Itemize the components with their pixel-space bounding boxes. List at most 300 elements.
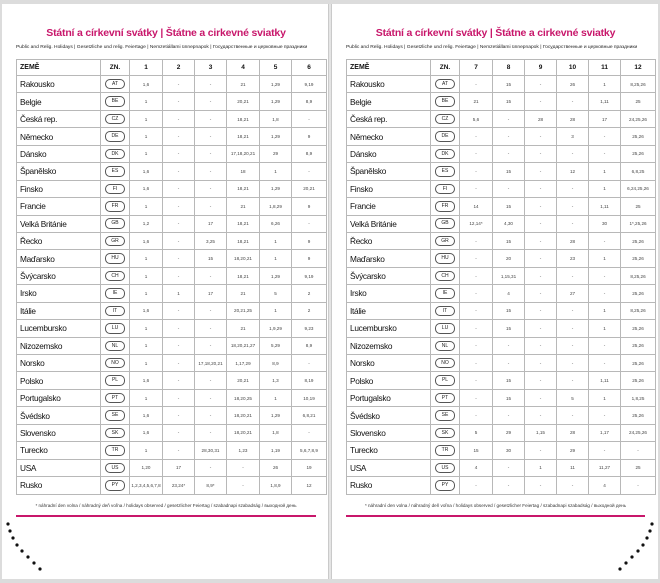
country-code-badge: DE xyxy=(105,131,125,142)
holiday-dates-cell: - xyxy=(525,93,557,110)
holiday-dates-cell: 23,24* xyxy=(163,477,195,494)
country-name: Polsko xyxy=(17,372,101,389)
holiday-dates-cell: 17 xyxy=(163,459,195,476)
country-code-cell xyxy=(101,232,130,249)
country-code-cell xyxy=(101,180,130,197)
holiday-dates-cell: 25,26 xyxy=(621,250,656,267)
table-row xyxy=(17,355,327,372)
table-row xyxy=(17,180,327,197)
country-code-cell xyxy=(431,320,460,337)
table-row xyxy=(347,320,656,337)
holiday-dates-cell: - xyxy=(460,267,493,284)
holiday-dates-cell: 28 xyxy=(557,110,589,127)
country-name: Česká rep. xyxy=(347,110,431,127)
holiday-dates-cell: 6,8,25 xyxy=(621,163,656,180)
country-name: Lucembursko xyxy=(17,320,101,337)
holiday-dates-cell: 9 xyxy=(292,128,327,145)
country-code-cell xyxy=(101,477,130,494)
planner-spread xyxy=(2,4,658,579)
holiday-dates-cell: 1,8 xyxy=(260,110,292,127)
country-code-badge: PT xyxy=(435,393,455,404)
holiday-dates-cell: - xyxy=(195,180,227,197)
holiday-dates-cell: - xyxy=(589,128,621,145)
holiday-dates-cell: 24,25,26 xyxy=(621,424,656,441)
holiday-dates-cell: 9 xyxy=(292,250,327,267)
holiday-dates-cell: 1 xyxy=(163,285,195,302)
country-code-badge: US xyxy=(105,463,125,474)
table-row xyxy=(347,407,656,424)
holiday-dates-cell: 25,26 xyxy=(621,320,656,337)
page-subtitle: Public and Relig. Holidays | Gesetzliche und relig. Feiertage | Nemzetiállami ünnepnapok | Государственные и церковные праздники xyxy=(16,45,308,50)
table-row xyxy=(347,267,656,284)
holiday-dates-cell: 1,20 xyxy=(130,459,163,476)
country-code-badge: BE xyxy=(435,96,455,107)
country-code-badge: IE xyxy=(435,288,455,299)
holiday-dates-cell: 5,29 xyxy=(260,337,292,354)
table-row xyxy=(17,198,327,215)
holiday-dates-cell: - xyxy=(557,302,589,319)
holiday-dates-cell: - xyxy=(557,215,589,232)
column-header-month: 3 xyxy=(195,60,227,76)
column-header-month: 6 xyxy=(292,60,327,76)
holiday-dates-cell: 1 xyxy=(130,320,163,337)
holiday-dates-cell: 1,23 xyxy=(227,442,260,459)
table-row xyxy=(347,302,656,319)
country-code-badge: CZ xyxy=(435,114,455,125)
holiday-dates-cell: 26 xyxy=(557,76,589,93)
holiday-table-left xyxy=(16,59,327,495)
holiday-dates-cell: 1,9,29 xyxy=(260,320,292,337)
holiday-dates-cell: 1 xyxy=(130,442,163,459)
holiday-dates-cell: 20 xyxy=(493,250,525,267)
holiday-dates-cell: - xyxy=(493,407,525,424)
table-row xyxy=(17,76,327,93)
holiday-dates-cell: - xyxy=(557,145,589,162)
footnote: * náhradní den volna / náhradný deň voľna / holidays observed / gesetzlicher Feiertag / szabadnapi szabadság / выходной день xyxy=(35,502,297,508)
country-name: Švédsko xyxy=(17,407,101,424)
holiday-dates-cell: 1 xyxy=(589,250,621,267)
column-header-month: 7 xyxy=(460,60,493,76)
holiday-dates-cell: - xyxy=(589,407,621,424)
holiday-dates-cell: - xyxy=(589,442,621,459)
holiday-dates-cell: - xyxy=(460,302,493,319)
table-row xyxy=(17,250,327,267)
country-code-badge: TR xyxy=(435,445,455,456)
holiday-dates-cell: - xyxy=(163,232,195,249)
holiday-dates-cell: 14 xyxy=(460,198,493,215)
table-row xyxy=(347,355,656,372)
country-code-cell xyxy=(431,128,460,145)
holiday-dates-cell: 20,21 xyxy=(227,372,260,389)
holiday-dates-cell: 15 xyxy=(493,232,525,249)
holiday-dates-cell: 8,9 xyxy=(260,355,292,372)
holiday-dates-cell: - xyxy=(525,180,557,197)
holiday-dates-cell: 1,8,25 xyxy=(621,389,656,406)
holiday-dates-cell: 20,21 xyxy=(292,180,327,197)
holiday-dates-cell: - xyxy=(163,320,195,337)
holiday-dates-cell: 26 xyxy=(260,459,292,476)
holiday-dates-cell: 18,20,25 xyxy=(227,389,260,406)
column-header-month: 5 xyxy=(260,60,292,76)
binding-dots-right xyxy=(614,518,658,576)
country-code-badge: LU xyxy=(105,323,125,334)
country-code-badge: SK xyxy=(105,428,125,439)
holiday-dates-cell: 15 xyxy=(493,163,525,180)
holiday-dates-cell: - xyxy=(163,250,195,267)
column-header-month: 1 xyxy=(130,60,163,76)
holiday-dates-cell: 25,26 xyxy=(621,355,656,372)
holiday-dates-cell: - xyxy=(525,285,557,302)
holiday-dates-cell: 1,6 xyxy=(130,302,163,319)
holiday-dates-cell: 5,6,7,8,9 xyxy=(292,442,327,459)
table-row xyxy=(347,442,656,459)
holiday-dates-cell: 8,9 xyxy=(292,337,327,354)
holiday-dates-cell: - xyxy=(163,389,195,406)
holiday-dates-cell: - xyxy=(460,407,493,424)
holiday-dates-cell: - xyxy=(292,163,327,180)
holiday-dates-cell: 25,26 xyxy=(621,145,656,162)
table-row xyxy=(17,372,327,389)
holiday-dates-cell: - xyxy=(195,407,227,424)
holiday-dates-cell: - xyxy=(163,76,195,93)
holiday-dates-cell: 1,6 xyxy=(130,180,163,197)
country-code-badge: GR xyxy=(435,236,455,247)
holiday-dates-cell: - xyxy=(195,110,227,127)
country-name: Německo xyxy=(17,128,101,145)
holiday-dates-cell: 17,18,20,21 xyxy=(227,145,260,162)
holiday-dates-cell: 3,25 xyxy=(195,232,227,249)
holiday-dates-cell: 1,6 xyxy=(130,372,163,389)
holiday-dates-cell: 1,19 xyxy=(260,442,292,459)
country-name: Belgie xyxy=(347,93,431,110)
table-row xyxy=(17,477,327,494)
holiday-dates-cell: - xyxy=(460,285,493,302)
holiday-dates-cell: 19 xyxy=(292,459,327,476)
holiday-dates-cell: 1,29 xyxy=(260,180,292,197)
holiday-dates-cell: - xyxy=(525,145,557,162)
country-code-badge: NO xyxy=(435,358,455,369)
holiday-dates-cell: - xyxy=(493,337,525,354)
page-title: Státní a církevní svátky | Štátne a cirkevné sviatky xyxy=(375,27,616,39)
country-name: Nizozemsko xyxy=(347,337,431,354)
country-name: Slovensko xyxy=(17,424,101,441)
holiday-dates-cell: 21 xyxy=(227,285,260,302)
holiday-dates-cell: 28 xyxy=(557,232,589,249)
holiday-dates-cell: - xyxy=(557,477,589,494)
country-code-cell xyxy=(431,337,460,354)
holiday-dates-cell: 6,24,25,26 xyxy=(621,180,656,197)
holiday-dates-cell: - xyxy=(227,459,260,476)
holiday-dates-cell: - xyxy=(557,198,589,215)
holiday-dates-cell: 25,26 xyxy=(621,337,656,354)
holiday-dates-cell: - xyxy=(525,267,557,284)
country-name: Francie xyxy=(347,198,431,215)
holiday-dates-cell: 12 xyxy=(292,477,327,494)
holiday-dates-cell: - xyxy=(163,424,195,441)
holiday-dates-cell: - xyxy=(557,355,589,372)
country-code-cell xyxy=(431,389,460,406)
country-code-cell xyxy=(431,198,460,215)
holiday-dates-cell: 5 xyxy=(260,285,292,302)
holiday-dates-cell: 1 xyxy=(589,180,621,197)
table-row xyxy=(347,459,656,476)
holiday-dates-cell: - xyxy=(557,372,589,389)
column-header-month: 9 xyxy=(525,60,557,76)
holiday-dates-cell: 15 xyxy=(493,93,525,110)
table-row xyxy=(347,198,656,215)
country-code-badge: IE xyxy=(105,288,125,299)
holiday-dates-cell: 12,14* xyxy=(460,215,493,232)
holiday-dates-cell: - xyxy=(621,442,656,459)
holiday-dates-cell: 23 xyxy=(557,250,589,267)
holiday-dates-cell: - xyxy=(621,477,656,494)
holiday-dates-cell: 18 xyxy=(227,163,260,180)
holiday-dates-cell: 18,21 xyxy=(227,215,260,232)
country-code-cell xyxy=(101,128,130,145)
holiday-dates-cell: 1,6 xyxy=(130,163,163,180)
holiday-dates-cell: - xyxy=(292,110,327,127)
column-header-month: 11 xyxy=(589,60,621,76)
country-name: Norsko xyxy=(17,355,101,372)
country-name: Dánsko xyxy=(17,145,101,162)
holiday-dates-cell: - xyxy=(460,128,493,145)
holiday-dates-cell: - xyxy=(525,320,557,337)
column-header-month: 2 xyxy=(163,60,195,76)
holiday-dates-cell: 15 xyxy=(493,76,525,93)
country-name: Švýcarsko xyxy=(347,267,431,284)
holiday-dates-cell: 1,29 xyxy=(260,76,292,93)
table-row xyxy=(347,372,656,389)
holiday-dates-cell: - xyxy=(557,267,589,284)
holiday-dates-cell: - xyxy=(525,198,557,215)
country-name: Turecko xyxy=(17,442,101,459)
holiday-dates-cell: 4 xyxy=(460,459,493,476)
country-code-cell xyxy=(101,110,130,127)
country-code-cell xyxy=(431,93,460,110)
country-code-badge: AT xyxy=(105,79,125,90)
holiday-dates-cell: 25,26 xyxy=(621,372,656,389)
holiday-dates-cell: 1,29 xyxy=(260,93,292,110)
table-row xyxy=(17,320,327,337)
holiday-dates-cell: - xyxy=(493,459,525,476)
country-code-cell xyxy=(431,407,460,424)
holiday-dates-cell: - xyxy=(195,76,227,93)
holiday-dates-cell: 1*,25,26 xyxy=(621,215,656,232)
holiday-dates-cell: 8,9 xyxy=(292,145,327,162)
holiday-dates-cell: - xyxy=(460,232,493,249)
holiday-dates-cell: - xyxy=(557,180,589,197)
country-code-cell xyxy=(431,424,460,441)
holiday-dates-cell: - xyxy=(195,163,227,180)
country-name: Rusko xyxy=(347,477,431,494)
holiday-dates-cell: 18,20,21 xyxy=(227,407,260,424)
holiday-dates-cell: 15 xyxy=(493,389,525,406)
holiday-dates-cell: 17 xyxy=(195,215,227,232)
holiday-dates-cell: - xyxy=(195,267,227,284)
table-row xyxy=(17,442,327,459)
holiday-dates-cell: - xyxy=(493,477,525,494)
holiday-dates-cell: - xyxy=(163,110,195,127)
holiday-dates-cell: - xyxy=(163,93,195,110)
holiday-dates-cell: 28,30,31 xyxy=(195,442,227,459)
holiday-dates-cell: - xyxy=(525,163,557,180)
country-code-cell xyxy=(101,215,130,232)
country-code-badge: IT xyxy=(435,306,455,317)
footnote: * náhradní den volna / náhradný deň voľna / holidays observed / gesetzlicher Feiertag / szabadnapi szabadság / выходной день xyxy=(364,502,627,508)
table-row xyxy=(17,407,327,424)
holiday-dates-cell: 21 xyxy=(460,93,493,110)
holiday-dates-cell: 6,8,21 xyxy=(292,407,327,424)
country-code-cell xyxy=(101,145,130,162)
table-header-row xyxy=(347,60,656,76)
holiday-dates-cell: 9,23 xyxy=(292,320,327,337)
holiday-dates-cell: - xyxy=(163,180,195,197)
holiday-dates-cell: - xyxy=(557,337,589,354)
holiday-dates-cell: - xyxy=(195,145,227,162)
country-code-badge: CH xyxy=(435,271,455,282)
country-code-cell xyxy=(431,372,460,389)
table-row xyxy=(17,145,327,162)
table-row xyxy=(347,232,656,249)
holiday-dates-cell: 9,19 xyxy=(292,267,327,284)
holiday-dates-cell: - xyxy=(460,337,493,354)
country-code-badge: DE xyxy=(435,131,455,142)
holiday-dates-cell: - xyxy=(525,355,557,372)
country-code-cell xyxy=(101,198,130,215)
holiday-dates-cell: 2 xyxy=(292,285,327,302)
holiday-dates-cell: 4 xyxy=(493,285,525,302)
holiday-dates-cell: - xyxy=(589,355,621,372)
holiday-dates-cell: - xyxy=(493,128,525,145)
holiday-dates-cell: - xyxy=(163,128,195,145)
holiday-dates-cell: 1,29 xyxy=(260,407,292,424)
country-code-badge: IT xyxy=(105,306,125,317)
holiday-dates-cell: 1,11 xyxy=(589,93,621,110)
holiday-dates-cell: 1,3 xyxy=(260,372,292,389)
holiday-dates-cell: 1 xyxy=(260,163,292,180)
country-name: Belgie xyxy=(17,93,101,110)
country-name: Nizozemsko xyxy=(17,337,101,354)
country-code-cell xyxy=(431,355,460,372)
holiday-dates-cell: 1 xyxy=(130,93,163,110)
holiday-dates-cell: 1,29 xyxy=(260,267,292,284)
country-name: Itálie xyxy=(17,302,101,319)
holiday-dates-cell: - xyxy=(557,320,589,337)
holiday-dates-cell: - xyxy=(163,442,195,459)
holiday-dates-cell: 10,19 xyxy=(292,389,327,406)
holiday-dates-cell: 1 xyxy=(130,285,163,302)
holiday-dates-cell: 4,30 xyxy=(493,215,525,232)
holiday-dates-cell: 5 xyxy=(557,389,589,406)
holiday-dates-cell: 1 xyxy=(130,128,163,145)
country-code-badge: CZ xyxy=(105,114,125,125)
country-name: Finsko xyxy=(17,180,101,197)
country-code-badge: HU xyxy=(105,253,125,264)
holiday-dates-cell: 8,19 xyxy=(292,372,327,389)
country-name: Portugalsko xyxy=(347,389,431,406)
column-header-month: 10 xyxy=(557,60,589,76)
country-code-badge: HU xyxy=(435,253,455,264)
column-header-country: ZEMĚ xyxy=(17,60,101,76)
country-code-badge: SE xyxy=(105,410,125,421)
holiday-dates-cell: - xyxy=(163,407,195,424)
holiday-dates-cell: 25,26 xyxy=(621,128,656,145)
holiday-dates-cell: 30 xyxy=(493,442,525,459)
holiday-dates-cell: 28 xyxy=(557,424,589,441)
country-name: Norsko xyxy=(347,355,431,372)
holiday-dates-cell: 15 xyxy=(460,442,493,459)
holiday-dates-cell: 11,27 xyxy=(589,459,621,476)
country-code-badge: DK xyxy=(105,149,125,160)
country-name: Řecko xyxy=(17,232,101,249)
holiday-dates-cell: 29 xyxy=(493,424,525,441)
holiday-dates-cell: 1,2 xyxy=(130,215,163,232)
column-header-code: ZN. xyxy=(101,60,130,76)
country-code-badge: ES xyxy=(105,166,125,177)
holiday-dates-cell: 1,15,31 xyxy=(493,267,525,284)
holiday-dates-cell: 1 xyxy=(130,355,163,372)
holiday-dates-cell: 1 xyxy=(130,337,163,354)
country-code-badge: AT xyxy=(435,79,455,90)
country-name: Česká rep. xyxy=(17,110,101,127)
holiday-dates-cell: - xyxy=(163,267,195,284)
holiday-dates-cell: - xyxy=(493,355,525,372)
table-row xyxy=(17,302,327,319)
holiday-dates-cell: - xyxy=(525,389,557,406)
holiday-dates-cell: 1,8,9 xyxy=(260,477,292,494)
table-row xyxy=(347,424,656,441)
holiday-dates-cell: - xyxy=(460,180,493,197)
holiday-dates-cell: 1,11 xyxy=(589,198,621,215)
holiday-dates-cell: 20,21 xyxy=(227,93,260,110)
holiday-dates-cell: - xyxy=(460,355,493,372)
right-page xyxy=(332,4,658,579)
bottom-rule xyxy=(16,515,316,517)
holiday-dates-cell: - xyxy=(227,477,260,494)
holiday-dates-cell: 1,17 xyxy=(589,424,621,441)
holiday-dates-cell: 1,29 xyxy=(260,128,292,145)
holiday-dates-cell: 29 xyxy=(260,145,292,162)
holiday-dates-cell: 8,25,26 xyxy=(621,302,656,319)
holiday-dates-cell: 21 xyxy=(227,76,260,93)
holiday-dates-cell: - xyxy=(292,215,327,232)
holiday-dates-cell: - xyxy=(525,76,557,93)
holiday-dates-cell: 28 xyxy=(525,110,557,127)
holiday-dates-cell: - xyxy=(460,76,493,93)
holiday-dates-cell: 8,25,26 xyxy=(621,267,656,284)
holiday-dates-cell: - xyxy=(557,93,589,110)
country-code-cell xyxy=(101,407,130,424)
holiday-dates-cell: 18,21 xyxy=(227,232,260,249)
country-code-badge: FI xyxy=(435,184,455,195)
country-code-cell xyxy=(431,110,460,127)
holiday-dates-cell: 25 xyxy=(621,93,656,110)
holiday-dates-cell: 29 xyxy=(557,442,589,459)
holiday-dates-cell: 1,17,29 xyxy=(227,355,260,372)
country-code-badge: FI xyxy=(105,184,125,195)
holiday-dates-cell: - xyxy=(163,372,195,389)
holiday-dates-cell: 25,26 xyxy=(621,285,656,302)
holiday-dates-cell: 1,11 xyxy=(589,372,621,389)
holiday-dates-cell: 21 xyxy=(227,198,260,215)
table-row xyxy=(347,110,656,127)
holiday-dates-cell: 1 xyxy=(130,267,163,284)
holiday-dates-cell: - xyxy=(525,407,557,424)
country-code-badge: NL xyxy=(435,341,455,352)
country-name: Rakousko xyxy=(17,76,101,93)
country-name: Portugalsko xyxy=(17,389,101,406)
country-code-cell xyxy=(431,215,460,232)
